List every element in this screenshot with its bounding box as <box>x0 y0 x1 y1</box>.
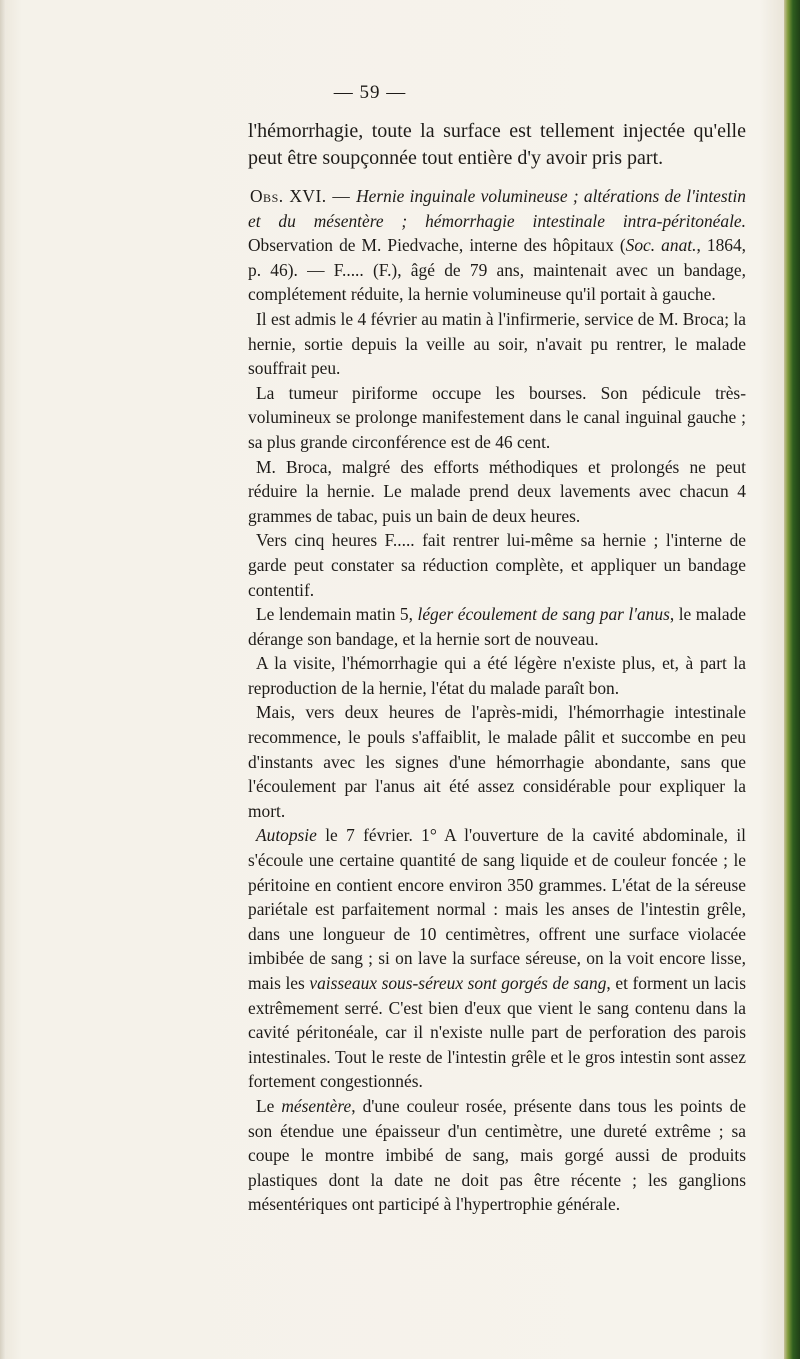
obs-label: Obs. XVI. — <box>250 186 357 206</box>
paragraph-admission: Il est admis le 4 février au matin à l'infirmerie, service de M. Broca; la hernie, sortie depuis la veille au soir, n'avait pu rentrer, le malade souffrait peu. <box>248 308 746 379</box>
obs-ref: Soc. anat. <box>625 235 697 256</box>
page-number: — 59 — <box>333 82 407 103</box>
text-run: , et forment un lacis extrêmement serré. C'est bien d'eux que vient le sang contenu dans la cavité péritonéale, car il n'existe nulle part de perforation des parois intestinales. Tout le reste de l'intestin grêle et le gros intestin sont assez fortement congestionnés. <box>248 973 747 1092</box>
page-left-edge <box>0 0 6 1359</box>
paragraph-tumeur: La tumeur piriforme occupe les bourses. Son pédicule très-volumineux se prolonge manifestement dans le canal inguinal gauche ; sa plus grande circonférence est de 46 cent. <box>248 382 746 452</box>
paragraph-autopsie <box>248 823 746 1094</box>
paragraph-visite: A la visite, l'hémorrhagie qui a été légère n'existe plus, et, à part la reproduction de la hernie, l'état du malade paraît bon. <box>248 653 746 698</box>
obs-title: Hernie inguinale volumineuse ; altérations de l'intestin et du mésentère ; hémorrhagie intestinale intra-péritonéale. <box>248 186 746 231</box>
text-italic: mésentère <box>281 1095 352 1116</box>
paragraph-mort: Mais, vers deux heures de l'après-midi, l'hémorrhagie intestinale recommence, le pouls s'affaiblit, le malade pâlit et succombe en peu d'instants avec les signes d'une hémorrhagie abondante, sans que l'écoulement par l'anus ait été assez considérable pour expliquer la mort. <box>248 702 746 821</box>
book-binding-edge <box>784 0 800 1359</box>
text-run: Le lendemain matin 5, <box>256 604 418 625</box>
text-run: Le <box>256 1095 282 1116</box>
paragraph-reduction: Vers cinq heures F..... fait rentrer lui-même sa hernie ; l'interne de garde peut constater sa réduction complète, et appliquer un bandage contentif. <box>248 530 746 600</box>
body-text <box>248 118 746 1217</box>
paragraph-intro: l'hémorrhagie, toute la surface est tellement injectée qu'elle peut être soupçonnée tout entière d'y avoir pris part. <box>248 120 746 169</box>
paragraph-mesentere <box>248 1094 746 1217</box>
text-italic: Autopsie <box>256 825 317 846</box>
text-run: , le malade dérange son bandage, et la hernie sort de nouveau. <box>248 604 746 649</box>
paragraph-broca: M. Broca, malgré des efforts méthodiques et prolongés ne peut réduire la hernie. Le malade prend deux lavements avec chacun 4 grammes de tabac, puis un bain de deux heures. <box>248 456 746 526</box>
paragraph-lendemain <box>248 602 746 651</box>
text-italic: léger écoulement de sang par l'anus <box>417 604 670 625</box>
obs-patient: , 1864, p. 46). — F..... (F.), âgé de 79 ans, maintenait avec un bandage, complétement réduite, la hernie volumineuse qu'il portait à gauche. <box>248 235 746 305</box>
text-run: , d'une couleur rosée, présente dans tous les points de son étendue une épaisseur d'un centimètre, une dureté extrême ; sa coupe le montre imbibé de sang, mais gorgé aussi de produits plastiques dont la date ne doit pas être récente ; les ganglions mésentériques ont participé à l'hypertrophie générale. <box>248 1095 746 1215</box>
observation-heading <box>248 184 746 307</box>
text-run: le 7 février. 1° A l'ouverture de la cavité abdominale, il s'écoule une certaine quantité de sang liquide et de couleur foncée ; le péritoine en contient encore environ 350 grammes. L'état de la séreuse pariétale est parfaitement normal : mais les anses de l'intestin grêle, dans une longueur de 10 centimètres, offrent une surface violacée imbibée de sang ; si on lave la surface séreuse, on la voit encore lisse, mais les <box>248 825 746 993</box>
obs-source: Observation de M. Piedvache, interne des hôpitaux ( <box>248 235 626 256</box>
text-italic: vaisseaux sous-séreux sont gorgés de sang <box>309 973 607 993</box>
